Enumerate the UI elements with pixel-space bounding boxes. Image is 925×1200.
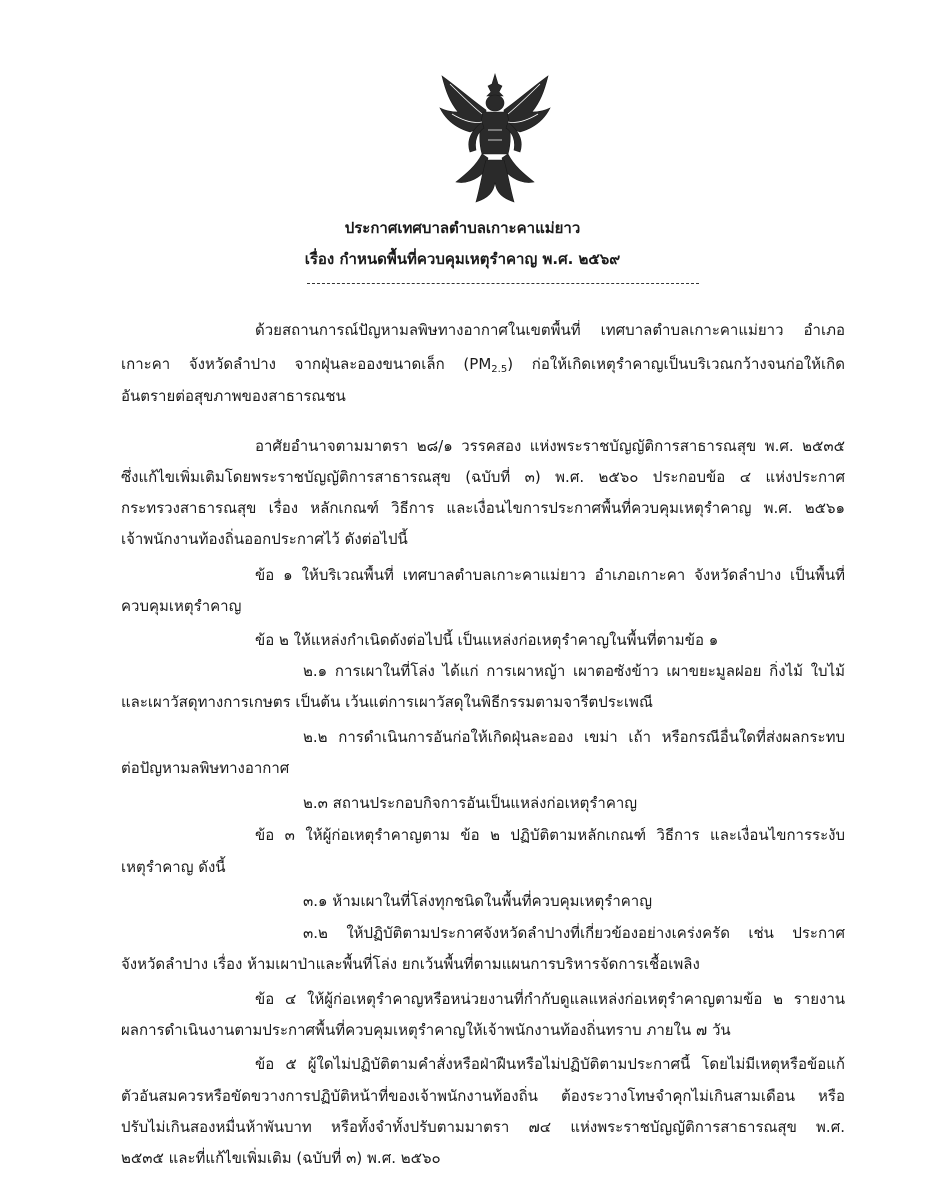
para2-line3: กระทรวงสาธารณสุข เรื่อง หลักเกณฑ์ วิธีการ และเงื่อนไขการประกาศพื้นที่ควบคุมเหตุรำคาญ พ.ศ. ๒๕๖๑ bbox=[121, 499, 845, 517]
clause5-line2: ตัวอันสมควรหรือขัดขวางการปฏิบัติหน้าที่ของเจ้าพนักงานท้องถิ่น ต้องระวางโทษจำคุกไม่เกินสามเดือน หรือ bbox=[121, 1087, 845, 1105]
clause3-2-line2: จังหวัดลำปาง เรื่อง ห้ามเผาป่าและพื้นที่โล่ง ยกเว้นพื้นที่ตามแผนการบริหารจัดการเชื้อเพลิง bbox=[121, 955, 700, 973]
clause4-line2: ผลการดำเนินงานตามประกาศพื้นที่ควบคุมเหตุรำคาญให้เจ้าพนักงานท้องถิ่นทราบ ภายใน ๗ วัน bbox=[121, 1021, 731, 1039]
para2-line2: ซึ่งแก้ไขเพิ่มเติมโดยพระราชบัญญัติการสาธารณสุข (ฉบับที่ ๓) พ.ศ. ๒๕๖๐ ประกอบข้อ ๔ แห่งประกาศ bbox=[121, 468, 845, 486]
clause4-line1: ข้อ ๔ ให้ผู้ก่อเหตุรำคาญหรือหน่วยงานที่กำกับดูแลแหล่งก่อเหตุรำคาญตามข้อ ๒ รายงาน bbox=[255, 990, 845, 1008]
para1-line1: ด้วยสถานการณ์ปัญหามลพิษทางอากาศในเขตพื้นที่ เทศบาลตำบลเกาะคาแม่ยาว อำเภอ bbox=[255, 321, 845, 339]
clause1-line2: ควบคุมเหตุรำคาญ bbox=[121, 597, 242, 615]
clause5-line4: ๒๕๓๕ และที่แก้ไขเพิ่มเติม (ฉบับที่ ๓) พ.ศ. ๒๕๖๐ bbox=[121, 1149, 441, 1167]
para1-line2-text-b: ) ก่อให้เกิดเหตุรำคาญเป็นบริเวณกว้างจนก่อให้เกิด bbox=[507, 355, 845, 373]
para2-line1: อาศัยอำนาจตามมาตรา ๒๘/๑ วรรคสอง แห่งพระราชบัญญัติการสาธารณสุข พ.ศ. ๒๕๓๕ bbox=[255, 437, 845, 455]
para1-line2-text-a: เกาะคา จังหวัดลำปาง จากฝุ่นละอองขนาดเล็ก (PM bbox=[121, 355, 492, 373]
clause3-line2: เหตุรำคาญ ดังนี้ bbox=[121, 858, 226, 876]
clause2-2-line1: ๒.๒ การดำเนินการอันก่อให้เกิดฝุ่นละออง เขม่า เถ้า หรือกรณีอื่นใดที่ส่งผลกระทบ bbox=[303, 728, 845, 746]
title-divider bbox=[307, 283, 699, 284]
garuda-emblem-icon bbox=[436, 70, 554, 210]
clause1-line1: ข้อ ๑ ให้บริเวณพื้นที่ เทศบาลตำบลเกาะคาแม่ยาว อำเภอเกาะคา จังหวัดลำปาง เป็นพื้นที่ bbox=[255, 566, 845, 584]
clause3-2-line1: ๓.๒ ให้ปฏิบัติตามประกาศจังหวัดลำปางที่เกี่ยวข้องอย่างเคร่งครัด เช่น ประกาศ bbox=[303, 924, 845, 942]
clause2-1-line2: และเผาวัสดุทางการเกษตร เป็นต้น เว้นแต่การเผาวัสดุในพิธีกรรมตามจารีตประเพณี bbox=[121, 693, 653, 711]
clause3-1: ๓.๑ ห้ามเผาในที่โล่งทุกชนิดในพื้นที่ควบคุมเหตุรำคาญ bbox=[303, 892, 653, 910]
clause2-3: ๒.๓ สถานประกอบกิจการอันเป็นแหล่งก่อเหตุรำคาญ bbox=[303, 794, 638, 812]
pm-subscript: 2.5 bbox=[491, 364, 508, 375]
clause2-line1: ข้อ ๒ ให้แหล่งกำเนิดดังต่อไปนี้ เป็นแหล่งก่อเหตุรำคาญในพื้นที่ตามข้อ ๑ bbox=[255, 631, 719, 649]
clause3-line1: ข้อ ๓ ให้ผู้ก่อเหตุรำคาญตาม ข้อ ๒ ปฏิบัติตามหลักเกณฑ์ วิธีการ และเงื่อนไขการระงับ bbox=[255, 826, 845, 844]
announcement-subject: เรื่อง กำหนดพื้นที่ควบคุมเหตุรำคาญ พ.ศ. ๒๕๖๙ bbox=[304, 250, 621, 268]
clause5-line3: ปรับไม่เกินสองหมื่นห้าพันบาท หรือทั้งจำทั้งปรับตามมาตรา ๗๔ แห่งพระราชบัญญัติการสาธารณสุข พ.ศ. bbox=[121, 1118, 845, 1136]
announcement-title: ประกาศเทศบาลตำบลเกาะคาแม่ยาว bbox=[344, 219, 581, 237]
para1-line2 bbox=[121, 354, 845, 376]
clause2-1-line1: ๒.๑ การเผาในที่โล่ง ได้แก่ การเผาหญ้า เผาตอซังข้าว เผาขยะมูลฝอย กิ่งไม้ ใบไม้ bbox=[303, 662, 845, 680]
clause2-2-line2: ต่อปัญหามลพิษทางอากาศ bbox=[121, 759, 290, 777]
para1-line3: อันตรายต่อสุขภาพของสาธารณชน bbox=[121, 387, 346, 405]
para2-line4: เจ้าพนักงานท้องถิ่นออกประกาศไว้ ดังต่อไปนี้ bbox=[121, 530, 408, 548]
clause5-line1: ข้อ ๕ ผู้ใดไม่ปฏิบัติตามคำสั่งหรือฝ่าฝืนหรือไม่ปฏิบัติตามประกาศนี้ โดยไม่มีเหตุหรือข้อแก้ bbox=[255, 1055, 845, 1073]
